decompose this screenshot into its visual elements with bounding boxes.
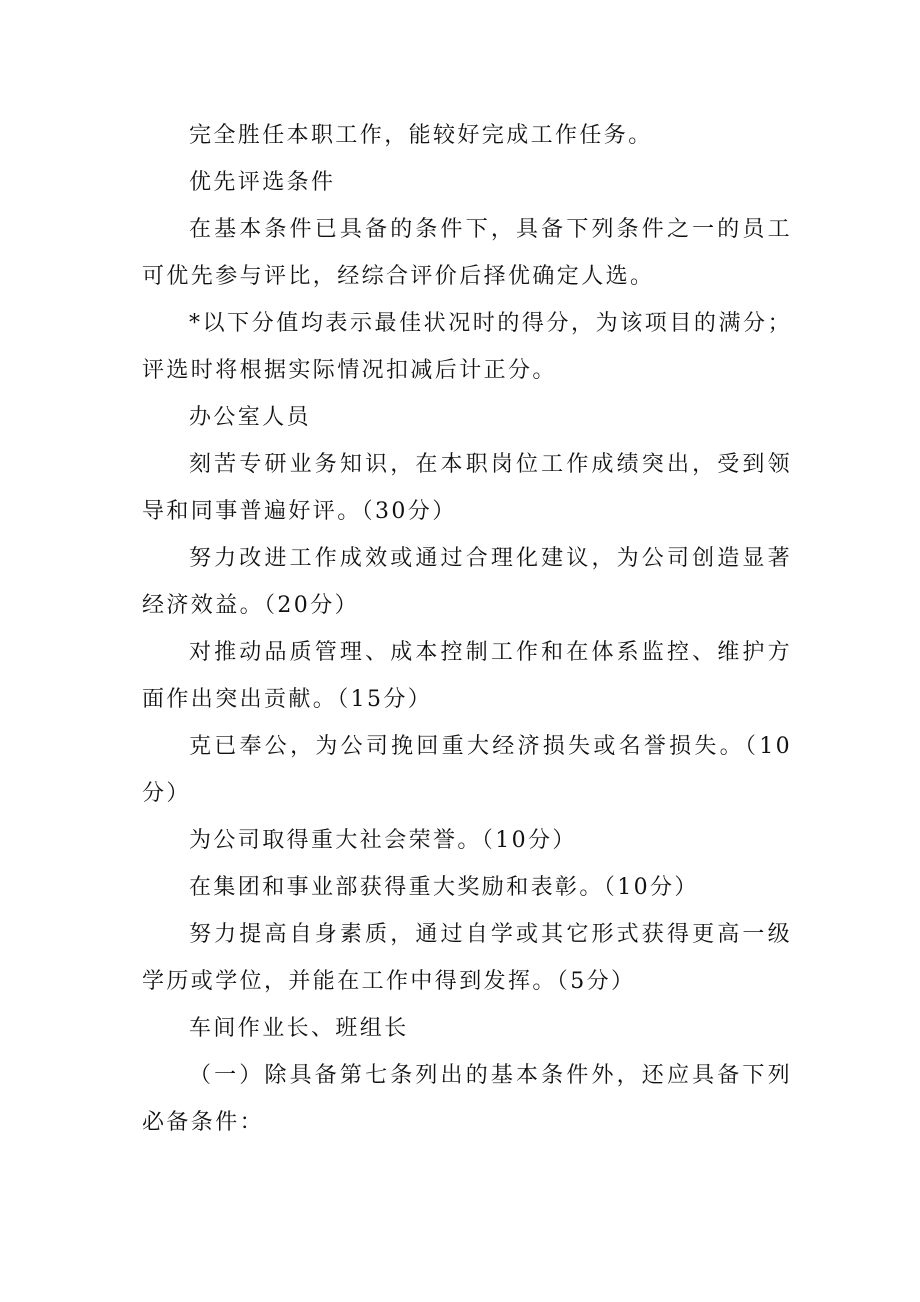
paragraph-priority-intro: 在基本条件已具备的条件下，具备下列条件之一的员工可优先参与评比，经综合评价后择优确定人选。 <box>142 217 792 289</box>
paragraph-scoring-note: *以下分值均表示最佳状况时的得分，为该项目的满分；评选时将根据实际情况扣减后计正分。 <box>142 311 792 383</box>
criterion-item: 克已奉公，为公司挽回重大经济损失或名誉损失。（10分） <box>142 734 792 806</box>
section-heading-workshop-leaders: 车间作业长、班组长 <box>189 1016 409 1041</box>
paragraph-required-conditions: （一）除具备第七条列出的基本条件外，还应具备下列必备条件： <box>142 1063 792 1135</box>
document-body <box>142 112 792 1146</box>
criterion-item: 努力改进工作成效或通过合理化建议，为公司创造显著经济效益。（20分） <box>142 546 792 618</box>
section-heading-office-staff: 办公室人员 <box>189 405 312 430</box>
criterion-item: 努力提高自身素质，通过自学或其它形式获得更高一级学历或学位，并能在工作中得到发挥。（5分） <box>142 922 792 994</box>
criterion-item: 刻苦专研业务知识，在本职岗位工作成绩突出，受到领导和同事普遍好评。（30分） <box>142 452 792 524</box>
paragraph-competency: 完全胜任本职工作，能较好完成工作任务。 <box>189 123 653 148</box>
criterion-item: 在集团和事业部获得重大奖励和表彰。（10分） <box>189 875 699 900</box>
section-heading-priority-criteria: 优先评选条件 <box>189 170 336 195</box>
criterion-item: 为公司取得重大社会荣誉。（10分） <box>189 828 577 853</box>
criterion-item: 对推动品质管理、成本控制工作和在体系监控、维护方面作出突出贡献。（15分） <box>142 640 792 712</box>
